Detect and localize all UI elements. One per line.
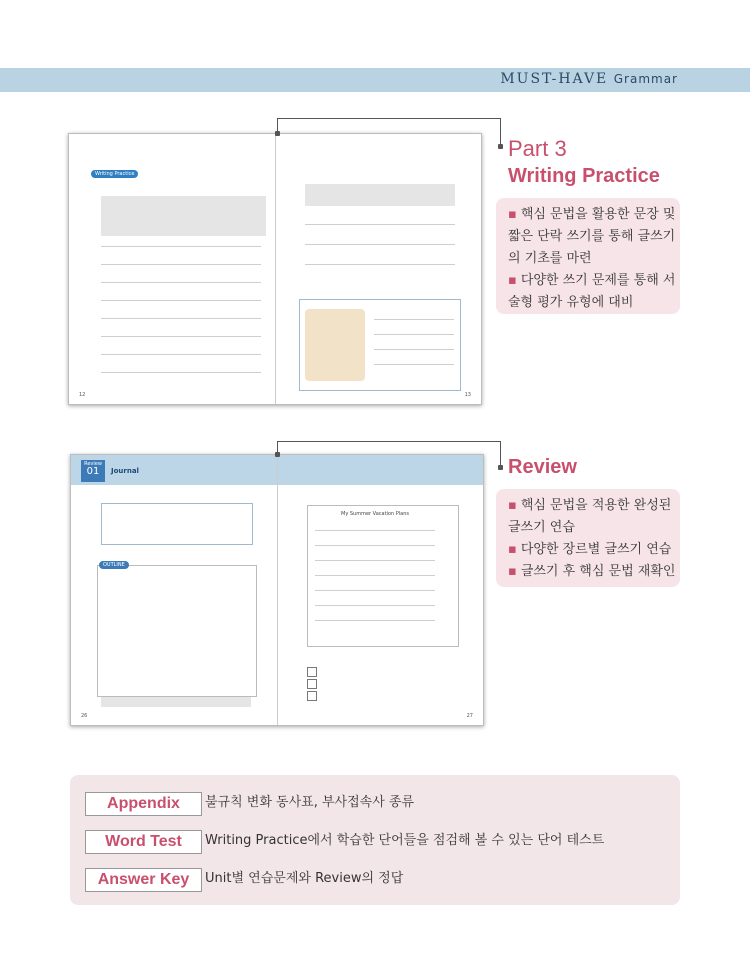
writing-practice-spread — [68, 133, 482, 405]
brand-name: MUST-HAVE — [500, 71, 609, 87]
draft-title: My Summer Vacation Plans — [341, 511, 409, 517]
header-banner — [0, 68, 750, 92]
part-title: Writing Practice — [508, 165, 660, 187]
part3-bullets — [496, 198, 680, 314]
review-bullets — [496, 489, 680, 587]
connector-1-end — [498, 144, 503, 149]
bullet-marker: ▪ — [508, 207, 517, 222]
outline-box — [97, 565, 257, 697]
bullet-text: 핵심 문법을 활용한 문장 및 짧은 단락 쓰기를 통해 글쓰기의 기초를 마련 — [508, 207, 676, 266]
connector-2-horizontal — [277, 441, 500, 442]
appendix-tag: Appendix — [85, 792, 202, 816]
bullet-text: 핵심 문법을 적용한 완성된 글쓰기 연습 — [508, 498, 672, 535]
page-number-right: 13 — [464, 392, 471, 398]
vocab-strip — [101, 697, 251, 707]
bullet-marker: ▪ — [508, 542, 517, 557]
part3-bullet-2 — [508, 270, 676, 314]
review-bullet-3 — [508, 561, 676, 583]
header-brand-text — [500, 71, 678, 87]
part-label: Part 3 — [508, 136, 567, 161]
illustration — [305, 309, 365, 381]
review-badge-label: Review — [84, 461, 102, 467]
connector-2-drop — [500, 441, 501, 467]
answer-key-desc: Unit별 연습문제와 Review의 정답 — [205, 871, 404, 886]
word-box — [101, 196, 266, 236]
bullet-marker: ▪ — [508, 498, 517, 513]
part3-bullet-1 — [508, 204, 676, 270]
connector-1-dot — [275, 131, 280, 136]
page-number-right-2: 27 — [466, 713, 473, 719]
review-bullet-1 — [508, 495, 676, 539]
bullet-text: 글쓰기 후 핵심 문법 재확인 — [520, 564, 676, 579]
bullet-text: 다양한 쓰기 문제를 통해 서술형 평가 유형에 대비 — [508, 273, 676, 310]
review-bullet-2 — [508, 539, 676, 561]
spine — [275, 134, 276, 404]
plans-table — [101, 503, 253, 545]
review-title: Review — [508, 456, 577, 478]
section-pill: Writing Practice — [91, 170, 138, 178]
brand-subtitle: Grammar — [613, 72, 678, 86]
bullet-marker: ▪ — [508, 273, 517, 288]
connector-1-horizontal — [277, 118, 500, 119]
connector-1-drop — [500, 118, 501, 146]
review-spread — [70, 454, 484, 726]
review-unit-title: Journal — [111, 467, 139, 475]
bullet-text: 다양한 장르별 글쓰기 연습 — [520, 542, 672, 557]
page-number-left-2: 26 — [81, 713, 88, 719]
spine-2 — [277, 455, 278, 725]
outline-pill: OUTLINE — [99, 561, 129, 569]
extras-panel — [70, 775, 680, 905]
answer-key-tag: Answer Key — [85, 868, 202, 892]
connector-2-end — [498, 465, 503, 470]
word-test-tag: Word Test — [85, 830, 202, 854]
appendix-desc: 불규칙 변화 동사표, 부사접속사 종류 — [205, 795, 415, 810]
review-badge — [81, 460, 105, 482]
word-box-right — [305, 184, 455, 206]
review-badge-num: 01 — [86, 466, 100, 477]
page-number-left: 12 — [79, 392, 86, 398]
bullet-marker: ▪ — [508, 564, 517, 579]
draft-box — [307, 505, 459, 647]
connector-2-dot — [275, 452, 280, 457]
word-test-desc: Writing Practice에서 학습한 단어들을 점검해 볼 수 있는 단어 테스트 — [205, 833, 605, 848]
